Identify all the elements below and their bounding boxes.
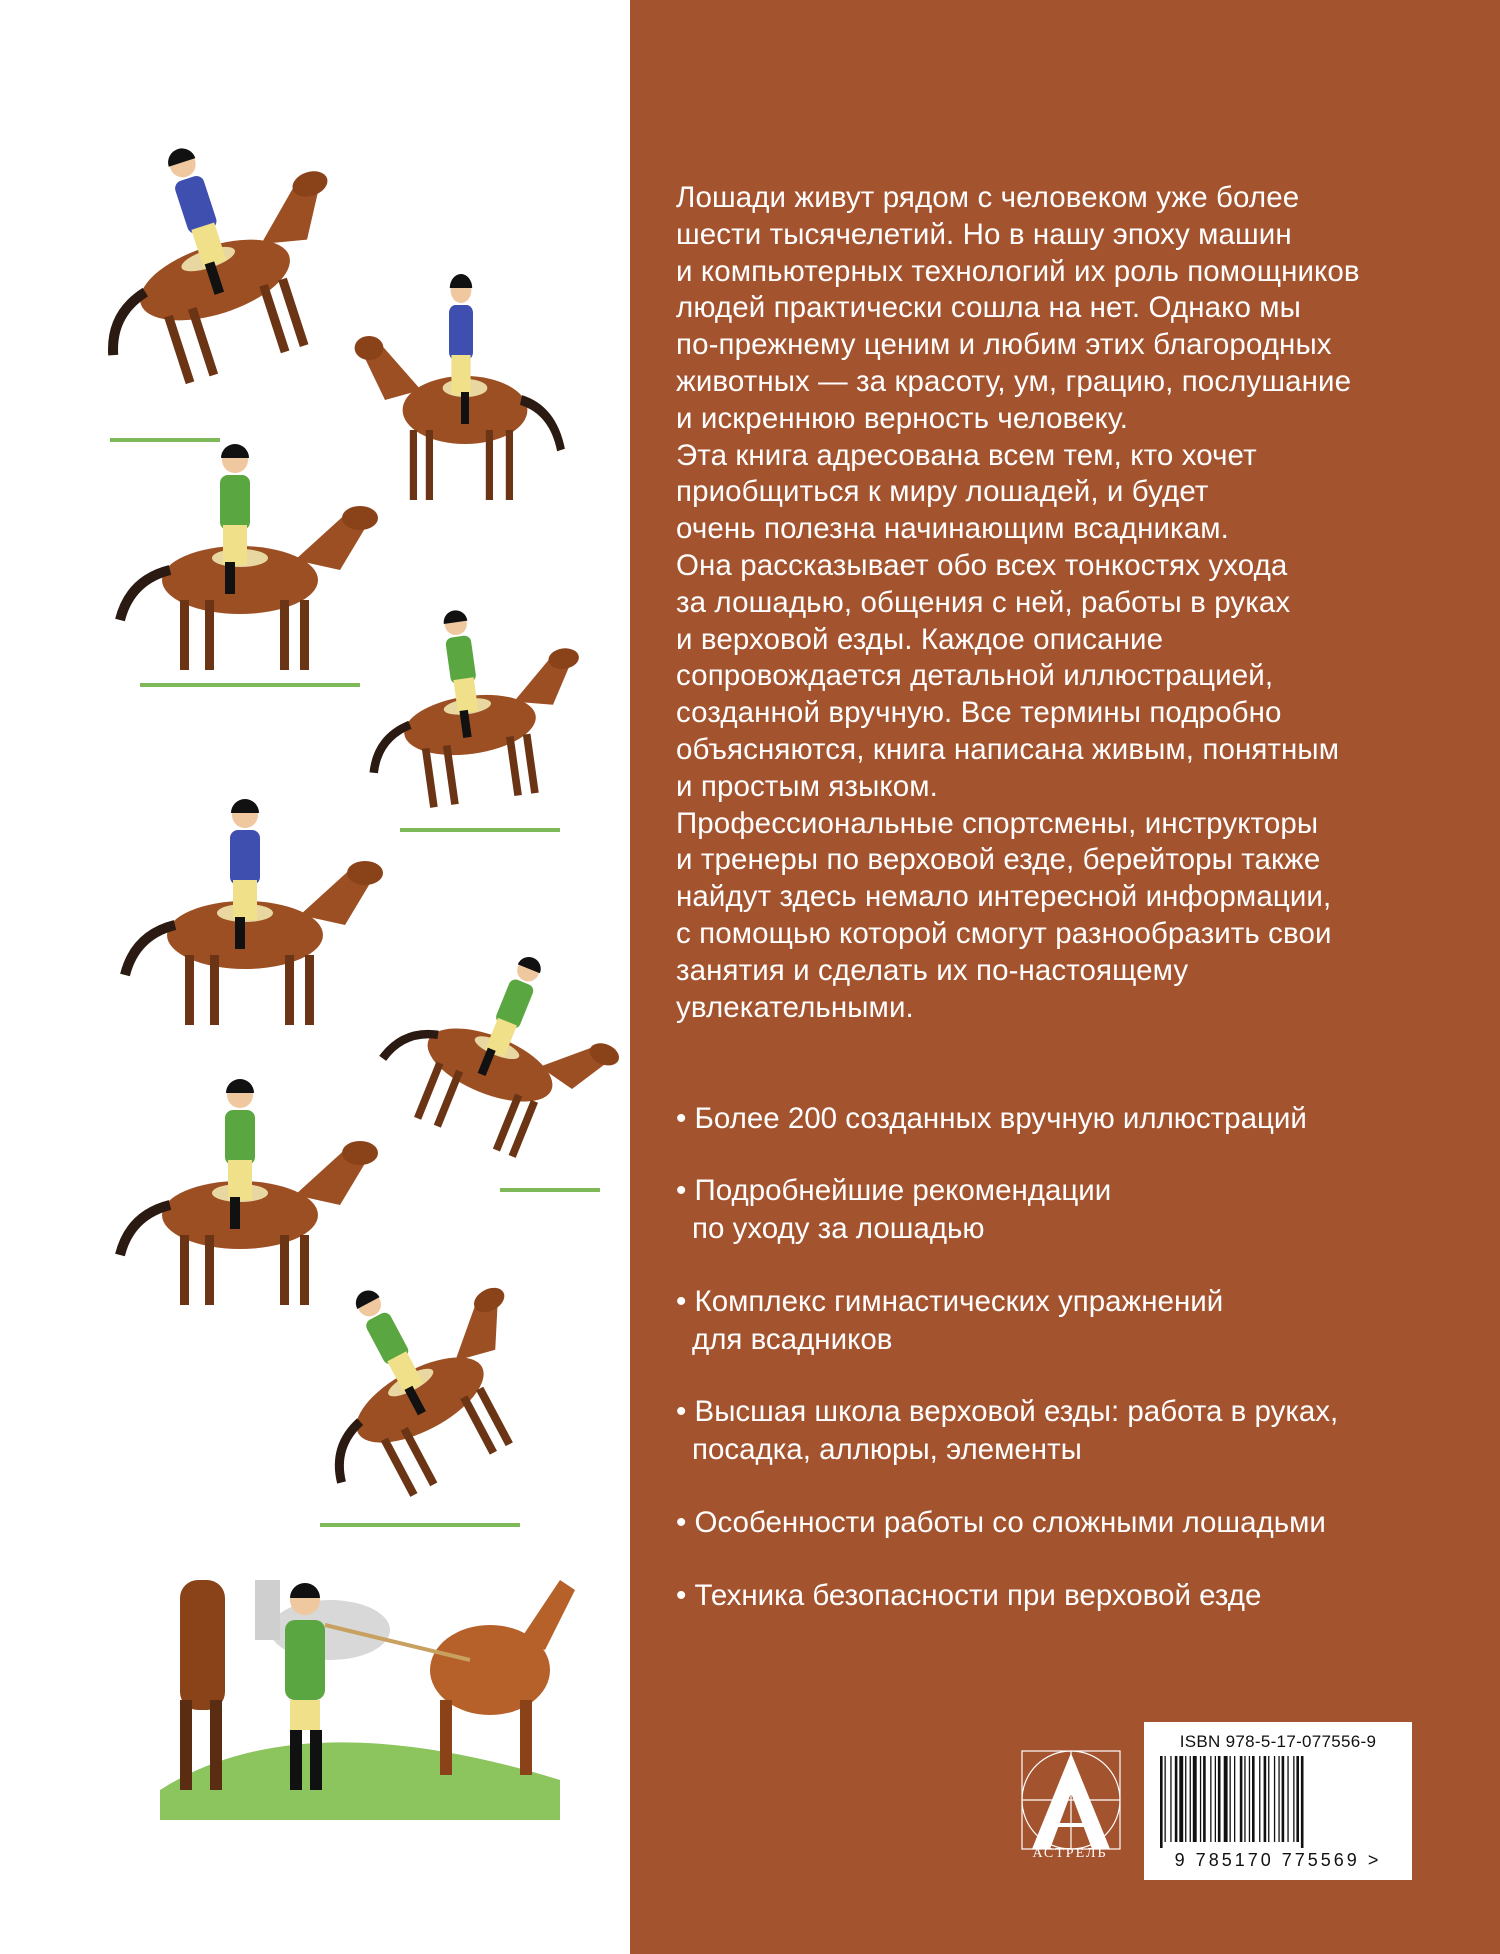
feature-line: • Подробнейшие рекомендации xyxy=(676,1174,1112,1207)
barcode-bar xyxy=(1301,1756,1304,1848)
barcode-bar xyxy=(1179,1756,1183,1842)
barcode-bar xyxy=(1244,1756,1245,1842)
description-line: Она рассказывает обо всех тонкостях ухода xyxy=(676,548,1288,582)
isbn-number: ISBN 978-5-17-077556-9 xyxy=(1179,1732,1377,1751)
barcode-bar xyxy=(1170,1756,1171,1842)
barcode-bar xyxy=(1193,1756,1197,1842)
illustration-panel xyxy=(0,0,630,1954)
groundwork-horses-handler xyxy=(160,1580,575,1820)
feature-item xyxy=(676,1504,1466,1542)
description-line: и простым языком. xyxy=(676,769,938,803)
feature-line: для всадников xyxy=(692,1323,893,1356)
barcode-bar xyxy=(1200,1756,1201,1842)
description-line: с помощью которой смогут разнообразить свои xyxy=(676,916,1332,950)
barcode-bar xyxy=(1259,1756,1260,1842)
description-line: животных — за красоту, ум, грацию, послушание xyxy=(676,364,1352,398)
isbn-barcode xyxy=(1144,1722,1412,1880)
barcode-bar xyxy=(1278,1756,1279,1842)
standing-horse-rider-blue xyxy=(355,274,561,500)
barcode-digits: 9 785170 775569 > xyxy=(1174,1850,1382,1870)
barcode-bar xyxy=(1268,1756,1269,1842)
galloping-horse-rider-blue xyxy=(125,799,383,1025)
feature-line: • Техника безопасности при верховой езде xyxy=(676,1579,1262,1612)
description-line: Профессиональные спортсмены, инструкторы xyxy=(676,806,1319,840)
description-line: и верховой езды. Каждое описание xyxy=(676,622,1164,656)
description-line: объясняются, книга написана живым, понятным xyxy=(676,732,1340,766)
barcode-bar xyxy=(1215,1756,1216,1842)
trotting-horse-rider-green-2 xyxy=(120,1079,378,1305)
barcode-bar xyxy=(1190,1756,1191,1842)
kicking-horse-rider-green xyxy=(367,920,630,1180)
feature-line: посадка, аллюры, элементы xyxy=(692,1433,1082,1466)
barcode-bar xyxy=(1249,1756,1250,1842)
barcode-bar xyxy=(1240,1756,1243,1842)
feature-item xyxy=(676,1577,1466,1615)
barcode-bars xyxy=(1158,1756,1398,1848)
barcode-bar xyxy=(1165,1756,1166,1842)
feature-line: • Высшая школа верховой езды: работа в руках, xyxy=(676,1395,1339,1428)
description-line: по-прежнему ценим и любим этих благородных xyxy=(676,328,1332,362)
description-line: шести тысячелетий. Но в нашу эпоху машин xyxy=(676,217,1292,251)
barcode-bar xyxy=(1296,1756,1299,1842)
barcode-bar xyxy=(1210,1756,1211,1842)
feature-line: • Комплекс гимнастических упражнений xyxy=(676,1285,1224,1318)
barcode-bar xyxy=(1203,1756,1206,1842)
trotting-horse-rider-green xyxy=(120,444,378,670)
barcode-bar xyxy=(1230,1756,1231,1842)
barcode-bar xyxy=(1287,1756,1288,1842)
description-line: Лошади живут рядом с человеком уже более xyxy=(676,181,1300,214)
feature-line: • Особенности работы со сложными лошадьми xyxy=(676,1506,1326,1539)
barcode-bar xyxy=(1293,1756,1294,1842)
barcode-bar xyxy=(1282,1756,1285,1842)
back-cover-text-panel xyxy=(630,0,1500,1954)
description-line: и искреннюю верность человеку. xyxy=(676,401,1129,435)
feature-item xyxy=(676,1283,1466,1359)
description-line: занятия и сделать их по-настоящему xyxy=(676,953,1189,987)
description-line: сопровождается детальной иллюстрацией, xyxy=(676,659,1274,693)
barcode-bar xyxy=(1234,1756,1235,1842)
feature-item xyxy=(676,1172,1466,1248)
rearing-horse-rider-green xyxy=(267,1234,568,1523)
horse-illustrations xyxy=(0,0,630,1954)
feature-item xyxy=(676,1100,1466,1138)
feature-line: • Более 200 созданных вручную иллюстраций xyxy=(676,1102,1307,1135)
barcode-bar xyxy=(1274,1756,1275,1842)
feature-line: по уходу за лошадью xyxy=(692,1212,985,1245)
barcode-bar xyxy=(1252,1756,1255,1842)
description-line: приобщиться к миру лошадей, и будет xyxy=(676,475,1209,509)
description-line: людей практически сошла на нет. Однако мы xyxy=(676,291,1301,325)
description-line: увлекательными. xyxy=(676,990,914,1024)
barcode-bar xyxy=(1264,1756,1267,1842)
barcode-bar xyxy=(1218,1756,1221,1842)
description-line: и тренеры по верховой езде, берейторы также xyxy=(676,843,1321,877)
bucking-horse-rider-blue xyxy=(59,108,374,403)
description-line: созданной вручную. Все термины подробно xyxy=(676,696,1282,730)
feature-item xyxy=(676,1393,1466,1469)
description-line: очень полезна начинающим всадникам. xyxy=(676,512,1229,546)
publisher-name: АСТРЕЛЬ xyxy=(1032,1846,1108,1861)
description-line: за лошадью, общения с ней, работы в руках xyxy=(676,585,1291,619)
description-line: Эта книга адресована всем тем, кто хочет xyxy=(676,438,1257,472)
description-line: найдут здесь немало интересной информации, xyxy=(676,880,1332,914)
barcode-bar xyxy=(1224,1756,1228,1842)
barcode-bar xyxy=(1160,1756,1163,1848)
cantering-horse-rider-green xyxy=(353,594,597,815)
barcode-bar xyxy=(1185,1756,1186,1842)
barcode-bar xyxy=(1175,1756,1178,1842)
book-description xyxy=(676,180,1466,1026)
description-line: и компьютерных технологий их роль помощников xyxy=(676,254,1360,288)
